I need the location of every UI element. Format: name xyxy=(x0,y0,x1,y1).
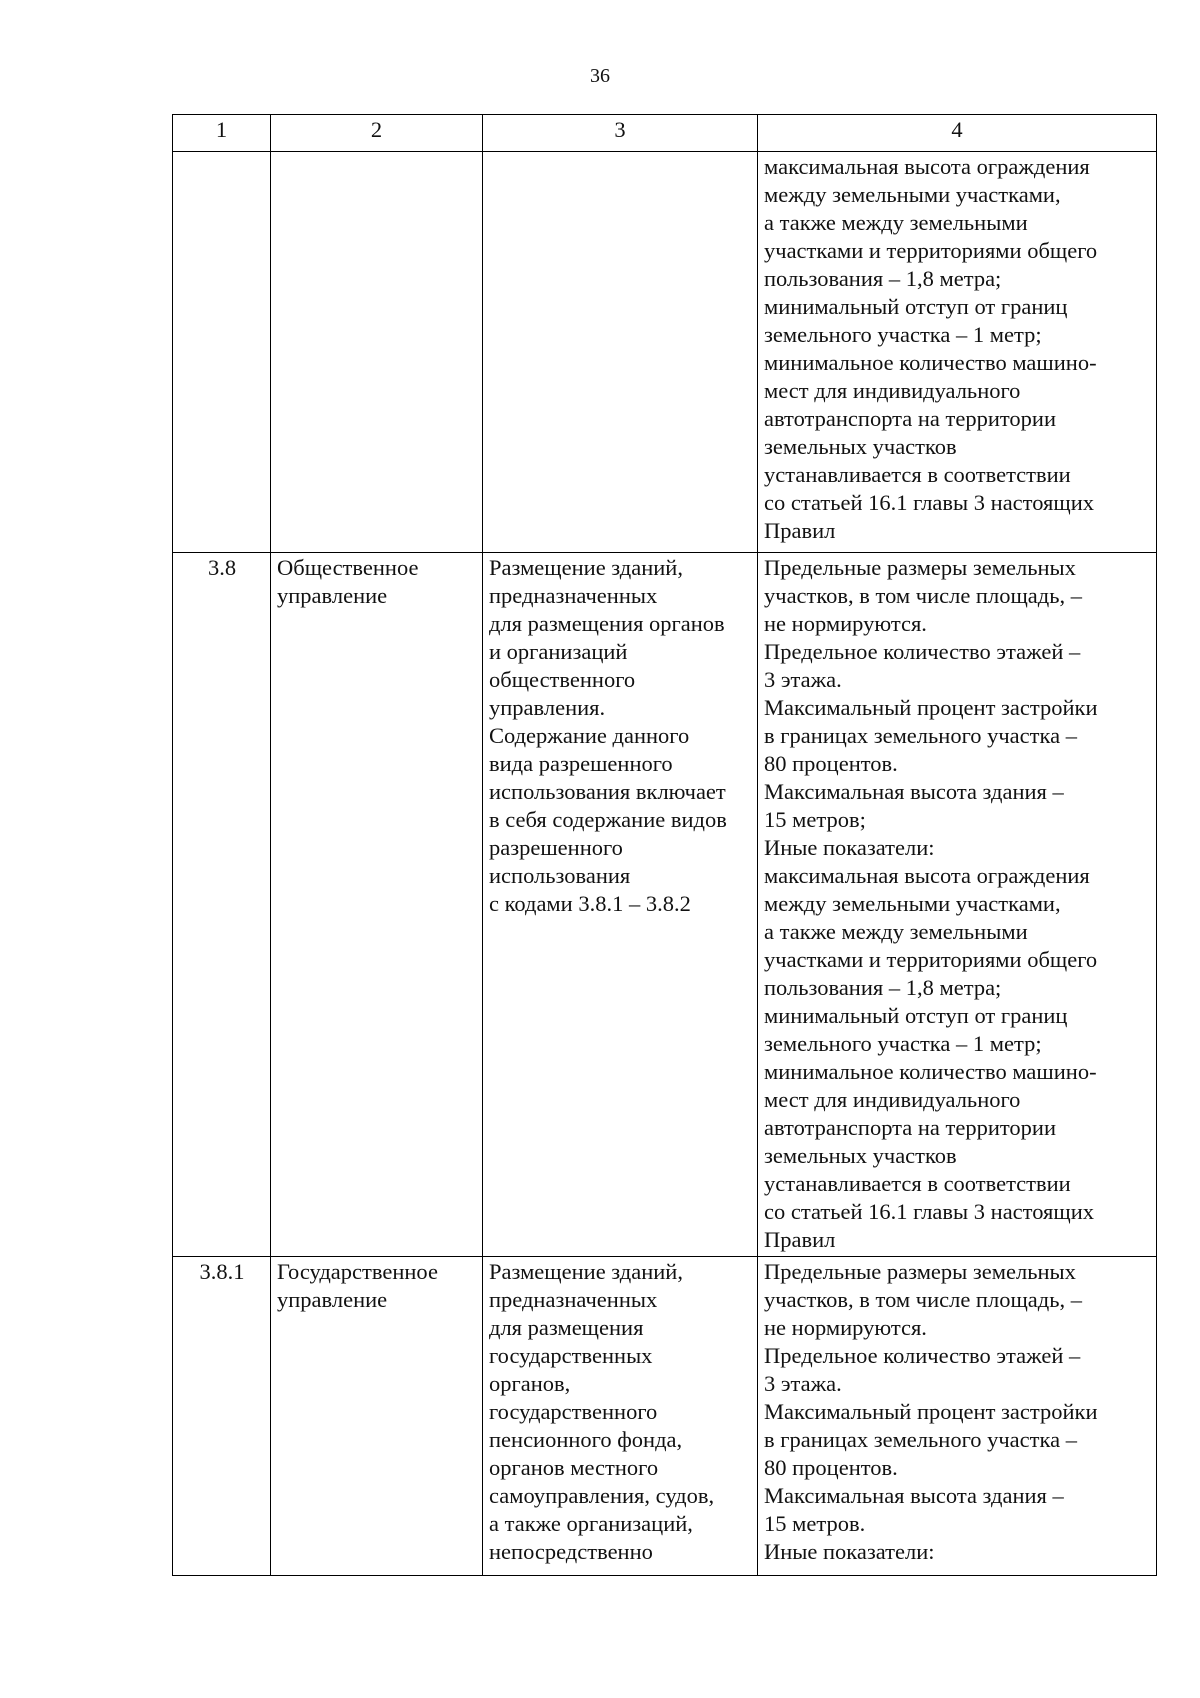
text-line: пользования – 1,8 метра; xyxy=(764,266,1002,291)
text-line: мест для индивидуального xyxy=(764,1087,1021,1112)
text-line: Государственное xyxy=(277,1259,438,1284)
text-line: разрешенного xyxy=(489,835,623,860)
text-line: участками и территориями общего xyxy=(764,947,1098,972)
text-line: устанавливается в соответствии xyxy=(764,1171,1071,1196)
description-cell xyxy=(483,553,758,1257)
text-line: в себя содержание видов xyxy=(489,807,727,832)
text-line: Правил xyxy=(764,518,836,543)
code-cell: 3.8.1 xyxy=(173,1257,271,1576)
text-line: а также между земельными xyxy=(764,210,1028,235)
text-line: Размещение зданий, xyxy=(489,1259,683,1284)
text-line: для размещения xyxy=(489,1315,644,1340)
text-line: Максимальный процент застройки xyxy=(764,1399,1098,1424)
text-line: автотранспорта на территории xyxy=(764,1115,1057,1140)
text-line: управления. xyxy=(489,695,606,720)
table-row xyxy=(173,553,1157,1257)
text-line: для размещения органов xyxy=(489,611,725,636)
text-line: предназначенных xyxy=(489,1287,658,1312)
text-line: вида разрешенного xyxy=(489,751,673,776)
text-line: минимальный отступ от границ xyxy=(764,294,1068,319)
text-line: 15 метров. xyxy=(764,1511,866,1536)
code-cell: 3.8 xyxy=(173,553,271,1257)
text-line: государственных xyxy=(489,1343,653,1368)
text-line: Максимальный процент застройки xyxy=(764,695,1098,720)
text-line: общественного xyxy=(489,667,636,692)
text-line: минимальный отступ от границ xyxy=(764,1003,1068,1028)
name-cell xyxy=(271,553,483,1257)
text-line: 3 этажа. xyxy=(764,667,842,692)
header-cell-3: 3 xyxy=(483,115,758,152)
text-line: а также между земельными xyxy=(764,919,1028,944)
text-line: органов, xyxy=(489,1371,571,1396)
text-line: земельного участка – 1 метр; xyxy=(764,1031,1042,1056)
text-line: Предельное количество этажей – xyxy=(764,639,1081,664)
text-line: Предельные размеры земельных xyxy=(764,1259,1076,1284)
text-line: Предельные размеры земельных xyxy=(764,555,1076,580)
text-line: 80 процентов. xyxy=(764,1455,898,1480)
zoning-table xyxy=(172,114,1157,1576)
text-line: Предельное количество этажей – xyxy=(764,1343,1081,1368)
page-number: 36 xyxy=(590,65,610,87)
text-line: участков, в том числе площадь, – xyxy=(764,1287,1082,1312)
code-cell xyxy=(173,152,271,553)
parameters-cell xyxy=(758,1257,1157,1576)
text-line: Общественное xyxy=(277,555,419,580)
name-cell xyxy=(271,152,483,553)
text-line: использования включает xyxy=(489,779,726,804)
text-line: самоуправления, судов, xyxy=(489,1483,715,1508)
text-line: в границах земельного участка – xyxy=(764,1427,1077,1452)
text-line: управление xyxy=(277,583,388,608)
text-line: Иные показатели: xyxy=(764,835,935,860)
table-header-row xyxy=(173,115,1157,152)
text-line: со статьей 16.1 главы 3 настоящих xyxy=(764,490,1094,515)
text-line: Иные показатели: xyxy=(764,1539,935,1564)
parameters-cell xyxy=(758,152,1157,553)
text-line: а также организаций, xyxy=(489,1511,693,1536)
text-line: минимальное количество машино- xyxy=(764,350,1097,375)
text-line: между земельными участками, xyxy=(764,891,1061,916)
text-line: пользования – 1,8 метра; xyxy=(764,975,1002,1000)
text-line: 3 этажа. xyxy=(764,1371,842,1396)
text-line: Размещение зданий, xyxy=(489,555,683,580)
text-line: земельного участка – 1 метр; xyxy=(764,322,1042,347)
text-line: 15 метров; xyxy=(764,807,866,832)
text-line: 80 процентов. xyxy=(764,751,898,776)
text-line: пенсионного фонда, xyxy=(489,1427,683,1452)
text-line: не нормируются. xyxy=(764,611,927,636)
text-line: использования xyxy=(489,863,631,888)
text-line: максимальная высота ограждения xyxy=(764,154,1090,179)
text-line: со статьей 16.1 главы 3 настоящих xyxy=(764,1199,1094,1224)
header-cell-4: 4 xyxy=(758,115,1157,152)
text-line: предназначенных xyxy=(489,583,658,608)
text-line: мест для индивидуального xyxy=(764,378,1021,403)
table-row xyxy=(173,152,1157,553)
table-row xyxy=(173,1257,1157,1576)
text-line: не нормируются. xyxy=(764,1315,927,1340)
header-cell-2: 2 xyxy=(271,115,483,152)
parameters-cell xyxy=(758,553,1157,1257)
text-line: участков, в том числе площадь, – xyxy=(764,583,1082,608)
description-cell xyxy=(483,152,758,553)
text-line: минимальное количество машино- xyxy=(764,1059,1097,1084)
text-line: максимальная высота ограждения xyxy=(764,863,1090,888)
text-line: автотранспорта на территории xyxy=(764,406,1057,431)
text-line: с кодами 3.8.1 – 3.8.2 xyxy=(489,891,691,916)
text-line: между земельными участками, xyxy=(764,182,1061,207)
text-line: участками и территориями общего xyxy=(764,238,1098,263)
text-line: земельных участков xyxy=(764,1143,957,1168)
text-line: и организаций xyxy=(489,639,628,664)
text-line: земельных участков xyxy=(764,434,957,459)
text-line: органов местного xyxy=(489,1455,659,1480)
name-cell xyxy=(271,1257,483,1576)
description-cell xyxy=(483,1257,758,1576)
header-cell-1: 1 xyxy=(173,115,271,152)
text-line: управление xyxy=(277,1287,388,1312)
text-line: государственного xyxy=(489,1399,658,1424)
text-line: в границах земельного участка – xyxy=(764,723,1077,748)
text-line: Максимальная высота здания – xyxy=(764,1483,1064,1508)
text-line: Правил xyxy=(764,1227,836,1252)
text-line: устанавливается в соответствии xyxy=(764,462,1071,487)
text-line: Максимальная высота здания – xyxy=(764,779,1064,804)
text-line: Содержание данного xyxy=(489,723,690,748)
text-line: непосредственно xyxy=(489,1539,653,1564)
